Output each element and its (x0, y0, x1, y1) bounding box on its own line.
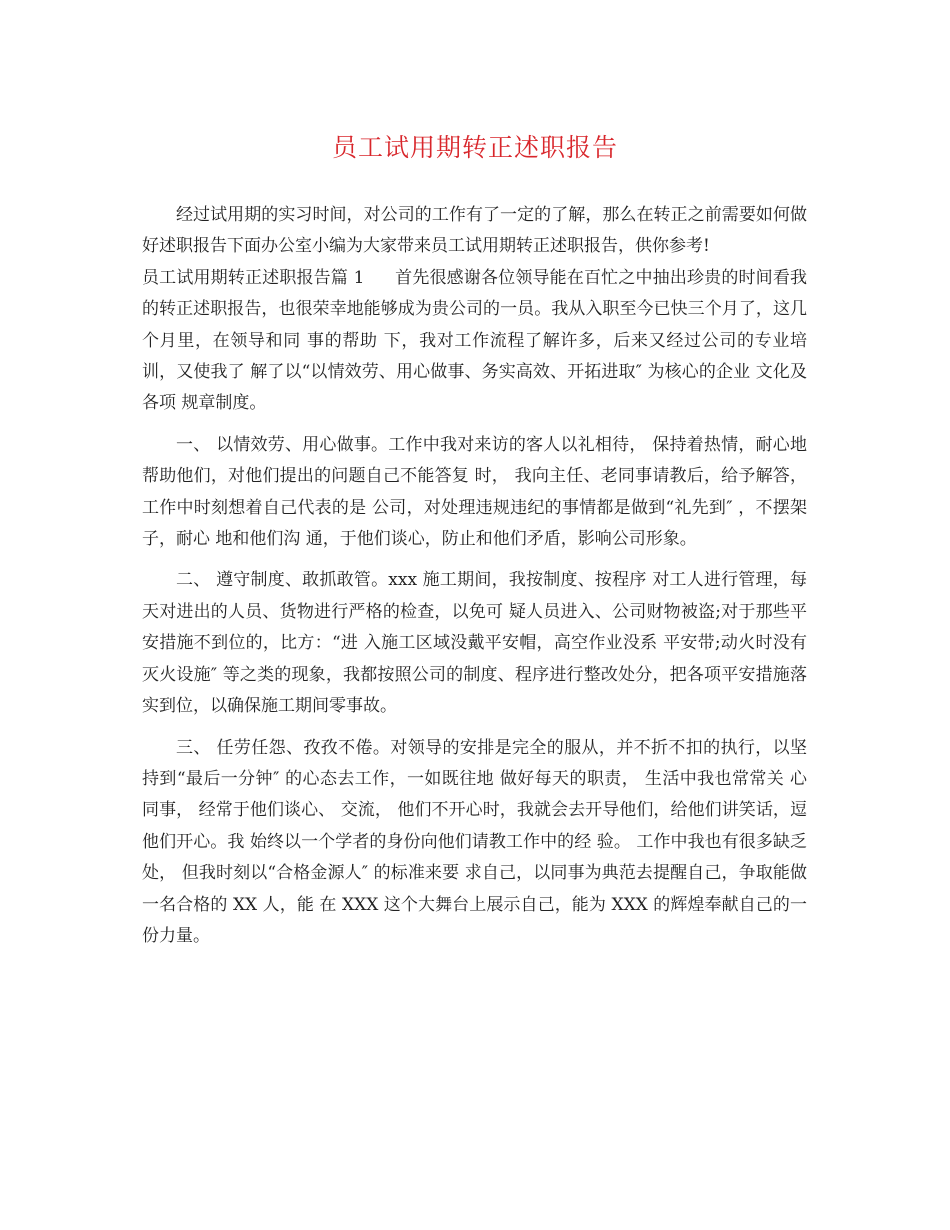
section-heading: 员工试用期转正述职报告篇 1 (142, 267, 365, 288)
point-paragraph-1: 一、 以情效劳、用心做事。工作中我对来访的客人以礼相待， 保持着热情，耐心地帮助他们，对他们提出的问题自己不能答复 时， 我向主任、老同事请教后，给予解答，工作中时刻想着自己代表的是 公司，对处理违规违纪的事情都是做到“礼先到″ ，不摆架子，耐心 地和他们沟 通，于他们谈心，防止和他们矛盾，影响公司形象。 (142, 434, 807, 550)
section-paragraph (142, 263, 807, 420)
document-title: 员工试用期转正述职报告 (331, 133, 618, 162)
point-paragraph-2: 二、 遵守制度、敢抓敢管。xxx 施工期间，我按制度、按程序 对工人进行管理，每 天对进出的人员、货物进行严格的检查，以免可 疑人员进入、公司财物被盗;对于那些平安措施不到位的，比方：“进 入施工区域没戴平安帽，高空作业没系 平安带;动火时没有灭火设施″ 等之类的现象，我都按照公司的制度、程序进行整改处分，把各项平安措施落实到位，以确保施工期间零事故。 (142, 570, 807, 717)
document-body (142, 200, 807, 962)
point-paragraph-3: 三、 任劳任怨、孜孜不倦。对领导的安排是完全的服从，并不折不扣的执行，以坚持到“最后一分钟″ 的心态去工作，一如既往地 做好每天的职责， 生活中我也常常关 心同事， 经常于他们谈心、 交流， 他们不开心时，我就会去开导他们，给他们讲笑话，逗他们开心。我 始终以一个学者的身份向他们请教工作中的经 验。 工作中我也有很多缺乏处， 但我时刻以“合格金源人″ 的标准来要 求自己，以同事为典范去提醒自己，争取能做一名合格的 XX 人，能 在 XXX 这个大舞台上展示自己，能为 XXX 的辉煌奉献自己的一份力量。 (142, 737, 807, 946)
section-opening-text: 首先很感谢各位领导能在百忙之中抽出珍贵的时间看我的转正述职报告，也很荣幸地能够成为贵公司的一员。我从入职至今已快三个月了，这几个月里，在领导和同 事的帮助 下，我对工作流程了解许多，后来又经过公司的专业培训，又使我了 解了以“以情效劳、用心做事、务实高效、开拓进取″ 为核心的企业 文化及各项 规章制度。 (142, 267, 807, 414)
intro-paragraph: 经过试用期的实习时间，对公司的工作有了一定的了解，那么在转正之前需要如何做好述职报告下面办公室小编为大家带来员工试用期转正述职报告，供你参考! (142, 205, 807, 257)
